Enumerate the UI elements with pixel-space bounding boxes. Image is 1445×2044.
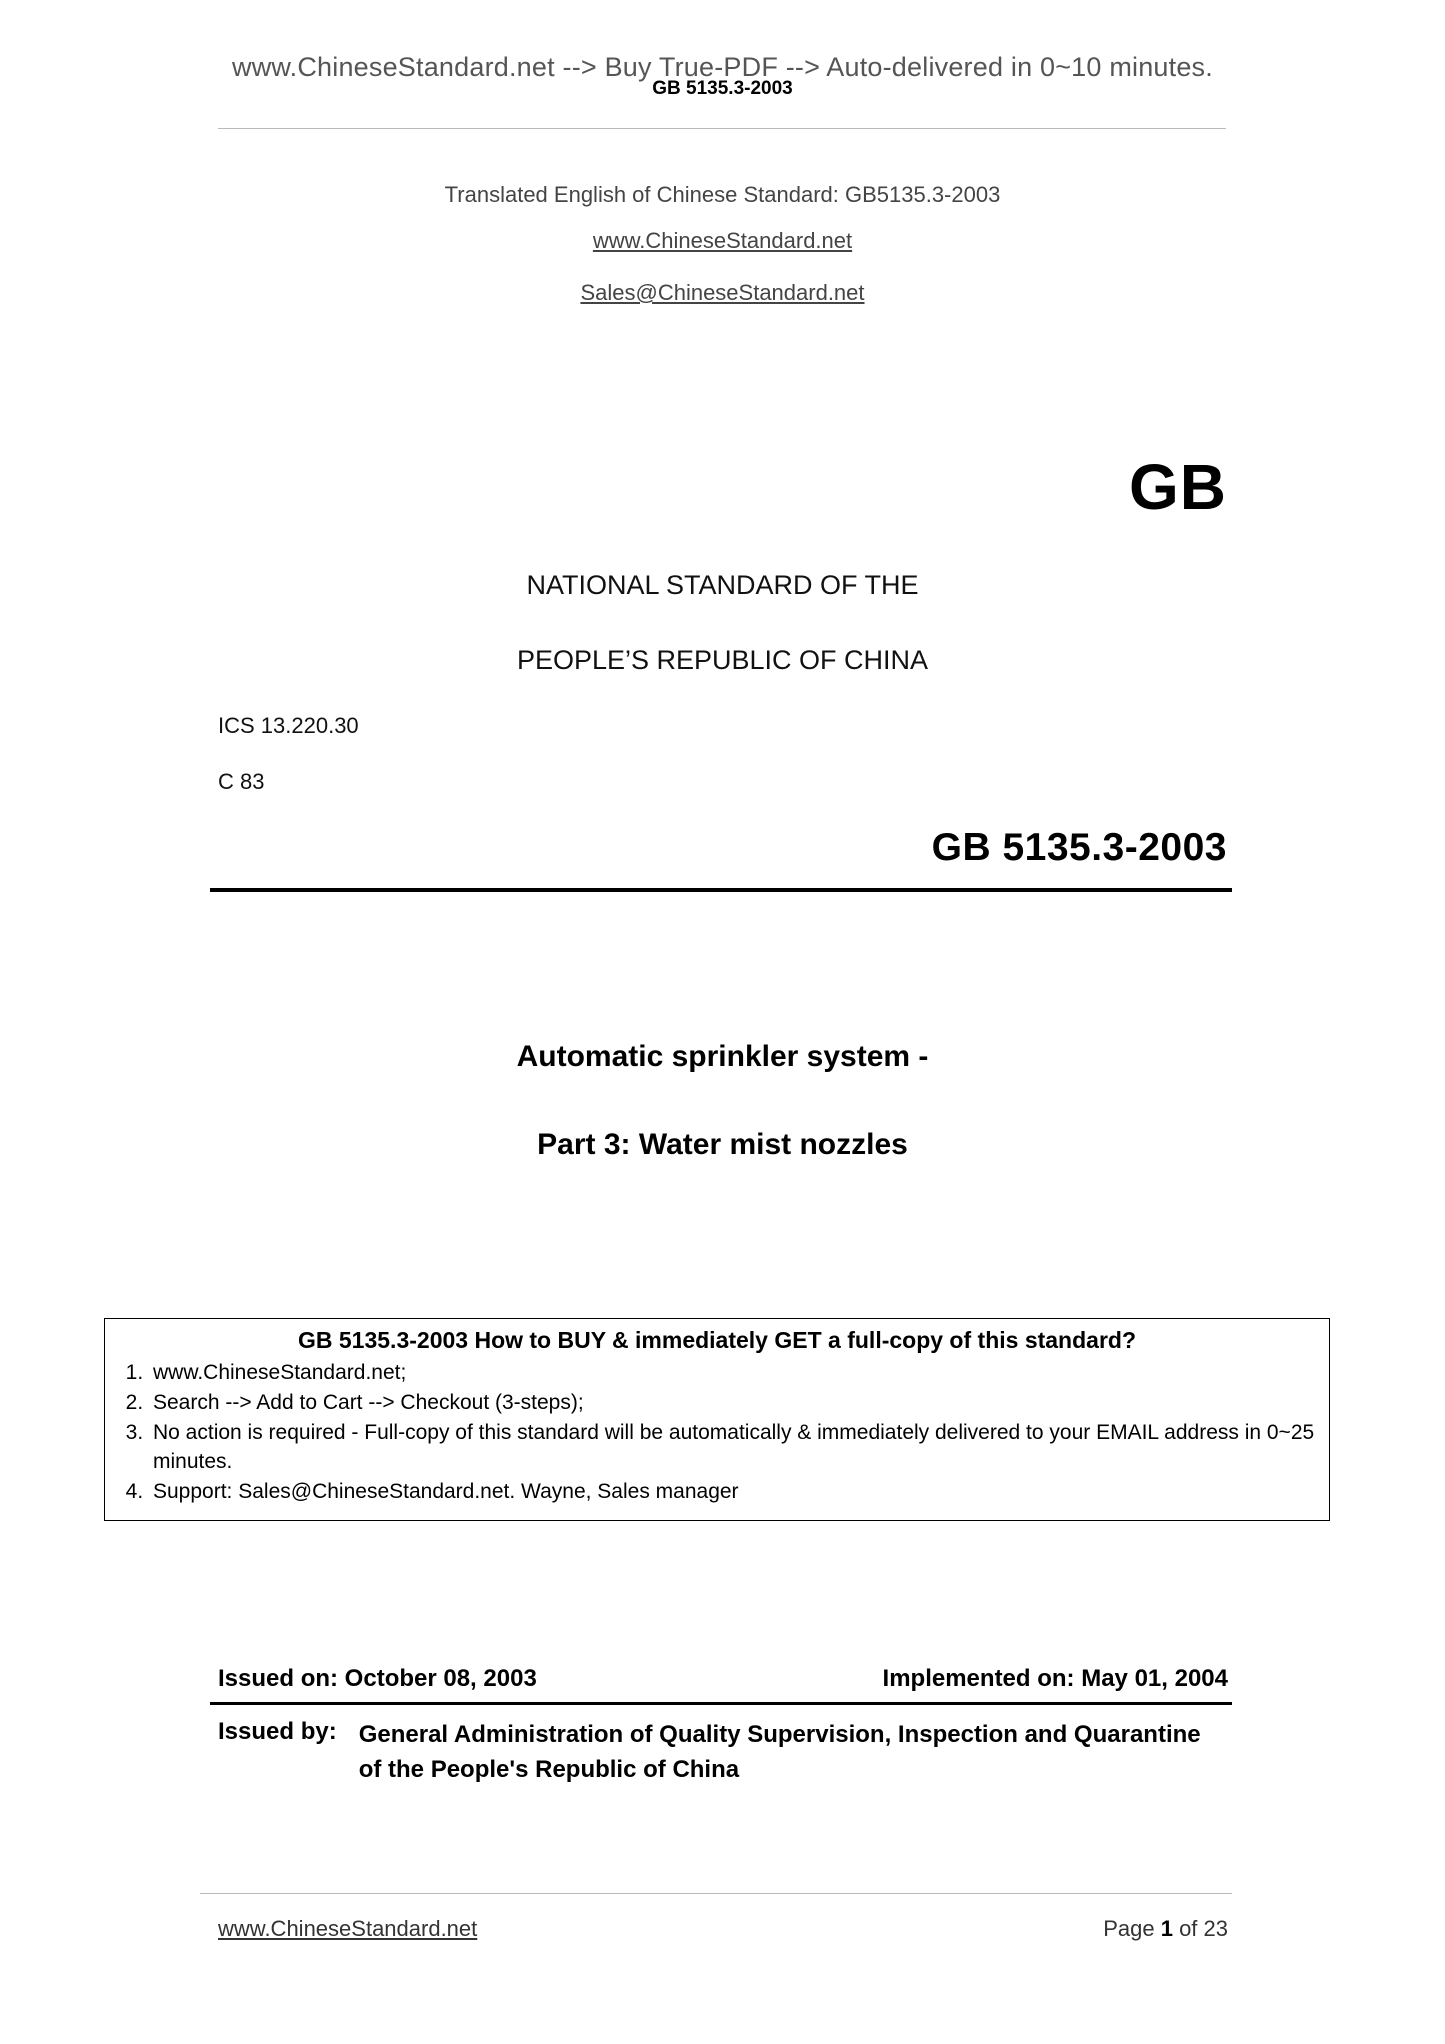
page-number xyxy=(1103,1916,1228,1942)
national-standard-line-2: PEOPLE’S REPUBLIC OF CHINA xyxy=(516,645,929,675)
email-line xyxy=(0,280,1445,306)
website-link[interactable]: www.ChineseStandard.net xyxy=(592,228,853,253)
list-item: 4. Support: Sales@ChineseStandard.net. Wayne, Sales manager xyxy=(149,1478,1319,1507)
ics-code: ICS 13.220.30 xyxy=(218,713,359,738)
page-suffix: of 23 xyxy=(1172,1916,1228,1941)
page-current: 1 xyxy=(1160,1916,1173,1941)
footer-website-link[interactable]: www.ChineseStandard.net xyxy=(218,1916,478,1941)
email-link[interactable]: Sales@ChineseStandard.net xyxy=(580,280,865,305)
standard-number: GB 5135.3-2003 xyxy=(931,826,1227,869)
issue-divider xyxy=(210,1702,1232,1705)
classification-code: C 83 xyxy=(218,769,265,794)
gb-logo-mark: GB xyxy=(1129,451,1227,523)
issued-on-text: Issued on: October 08, 2003 xyxy=(218,1665,537,1692)
list-item: 3. No action is required - Full-copy of this standard will be automatically & immediately delivered to your EMAIL address in 0~25 minutes. xyxy=(149,1419,1319,1477)
promo-banner: www.ChineseStandard.net --> Buy True-PDF --> Auto-delivered in 0~10 minutes. xyxy=(232,52,1213,82)
page-footer xyxy=(218,1916,1228,1942)
issued-by-label: Issued by: xyxy=(218,1718,337,1745)
how-to-buy-box xyxy=(104,1318,1330,1521)
issue-dates-row xyxy=(218,1665,1228,1693)
list-item: 2. Search --> Add to Cart --> Checkout (3-steps); xyxy=(149,1389,1319,1418)
document-code-overlay: GB 5135.3-2003 xyxy=(652,78,793,99)
issued-by-authority: General Administration of Quality Supervision, Inspection and Quarantine of the People's Republic of China xyxy=(358,1721,1201,1783)
national-standard-line-1: NATIONAL STANDARD OF THE xyxy=(526,570,919,600)
issued-by-block xyxy=(218,1718,1228,1788)
page-prefix: Page xyxy=(1103,1916,1161,1941)
translated-standard-line: Translated English of Chinese Standard: GB5135.3-2003 xyxy=(444,182,1001,207)
list-item: 1. www.ChineseStandard.net; xyxy=(149,1359,1319,1388)
website-line xyxy=(0,228,1445,254)
standard-title-line-1: Automatic sprinkler system - xyxy=(516,1040,929,1073)
how-to-buy-title: GB 5135.3-2003 How to BUY & immediately GET a full-copy of this standard? xyxy=(298,1327,1136,1353)
standard-number-rule xyxy=(210,888,1232,892)
footer-divider xyxy=(200,1893,1232,1894)
how-to-buy-list xyxy=(115,1359,1319,1507)
standard-title-line-2: Part 3: Water mist nozzles xyxy=(537,1128,908,1161)
header-divider xyxy=(218,128,1226,129)
implemented-on-text: Implemented on: May 01, 2004 xyxy=(882,1665,1228,1692)
